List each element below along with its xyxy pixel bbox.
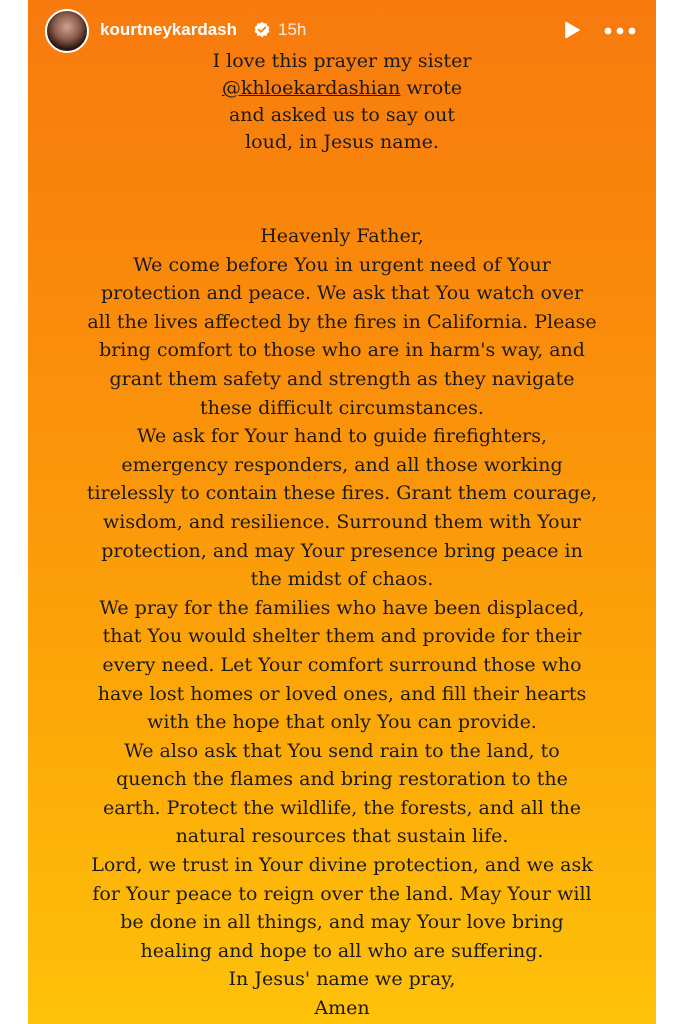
prayer-line: every need. Let Your comfort surround those who [102,653,582,676]
prayer-line: be done in all things, and may Your love bring [120,911,564,934]
caption-line: I love this prayer my sister [212,50,472,72]
avatar[interactable] [45,9,89,53]
prayer-line: natural resources that sustain life. [175,825,509,848]
prayer-line: Lord, we trust in Your divine protection, and we ask [91,854,593,877]
prayer-line: We also ask that You send rain to the land, to [124,739,560,762]
prayer-line: protection, and may Your presence bring peace in [101,539,583,562]
prayer-line: the midst of chaos. [250,568,434,591]
story-viewer[interactable] [28,0,656,1024]
prayer-line: In Jesus' name we pray, [228,968,456,991]
prayer-line: that You would shelter them and provide for their [102,625,582,648]
caption-line [28,75,656,102]
caption-text: wrote [400,77,463,99]
prayer-line: healing and hope to all who are suffering. [140,939,544,962]
verified-badge-icon [253,21,271,39]
prayer-line: Amen [314,997,370,1020]
play-icon[interactable] [562,20,582,40]
prayer-line: for Your peace to reign over the land. May Your will [92,882,592,905]
prayer-line: have lost homes or loved ones, and fill their hearts [97,682,587,705]
story-caption [28,48,656,156]
prayer-line: Heavenly Father, [260,225,424,247]
prayer-line: tirelessly to contain these fires. Grant them courage, [86,482,598,505]
prayer-line: bring comfort to those who are in harm's way, and [99,339,585,362]
prayer-line: all the lives affected by the fires in California. Please [87,310,597,333]
caption-line: loud, in Jesus name. [245,131,439,153]
prayer-line: these difficult circumstances. [200,396,484,419]
prayer-line: earth. Protect the wildlife, the forests, and all the [103,796,581,819]
caption-line: and asked us to say out [228,104,456,126]
prayer-line: emergency responders, and all those working [121,453,563,476]
prayer-line: quench the flames and bring restoration to the [116,768,568,791]
post-timestamp: 15h [278,20,307,39]
prayer-text [28,222,656,1023]
mention-link[interactable]: @khloekardashian [221,77,401,99]
prayer-line: We pray for the families who have been displaced, [99,596,585,619]
prayer-line: We ask for Your hand to guide firefighters, [136,425,548,448]
username-link[interactable]: kourtneykardash [100,20,237,39]
prayer-line: protection and peace. We ask that You watch over [100,282,584,305]
prayer-line: We come before You in urgent need of Your [133,253,551,276]
more-options-icon[interactable] [603,24,637,38]
prayer-line: wisdom, and resilience. Surround them with Your [103,510,581,533]
prayer-line: with the hope that only You can provide. [147,711,537,734]
prayer-line: grant them safety and strength as they navigate [109,367,575,390]
